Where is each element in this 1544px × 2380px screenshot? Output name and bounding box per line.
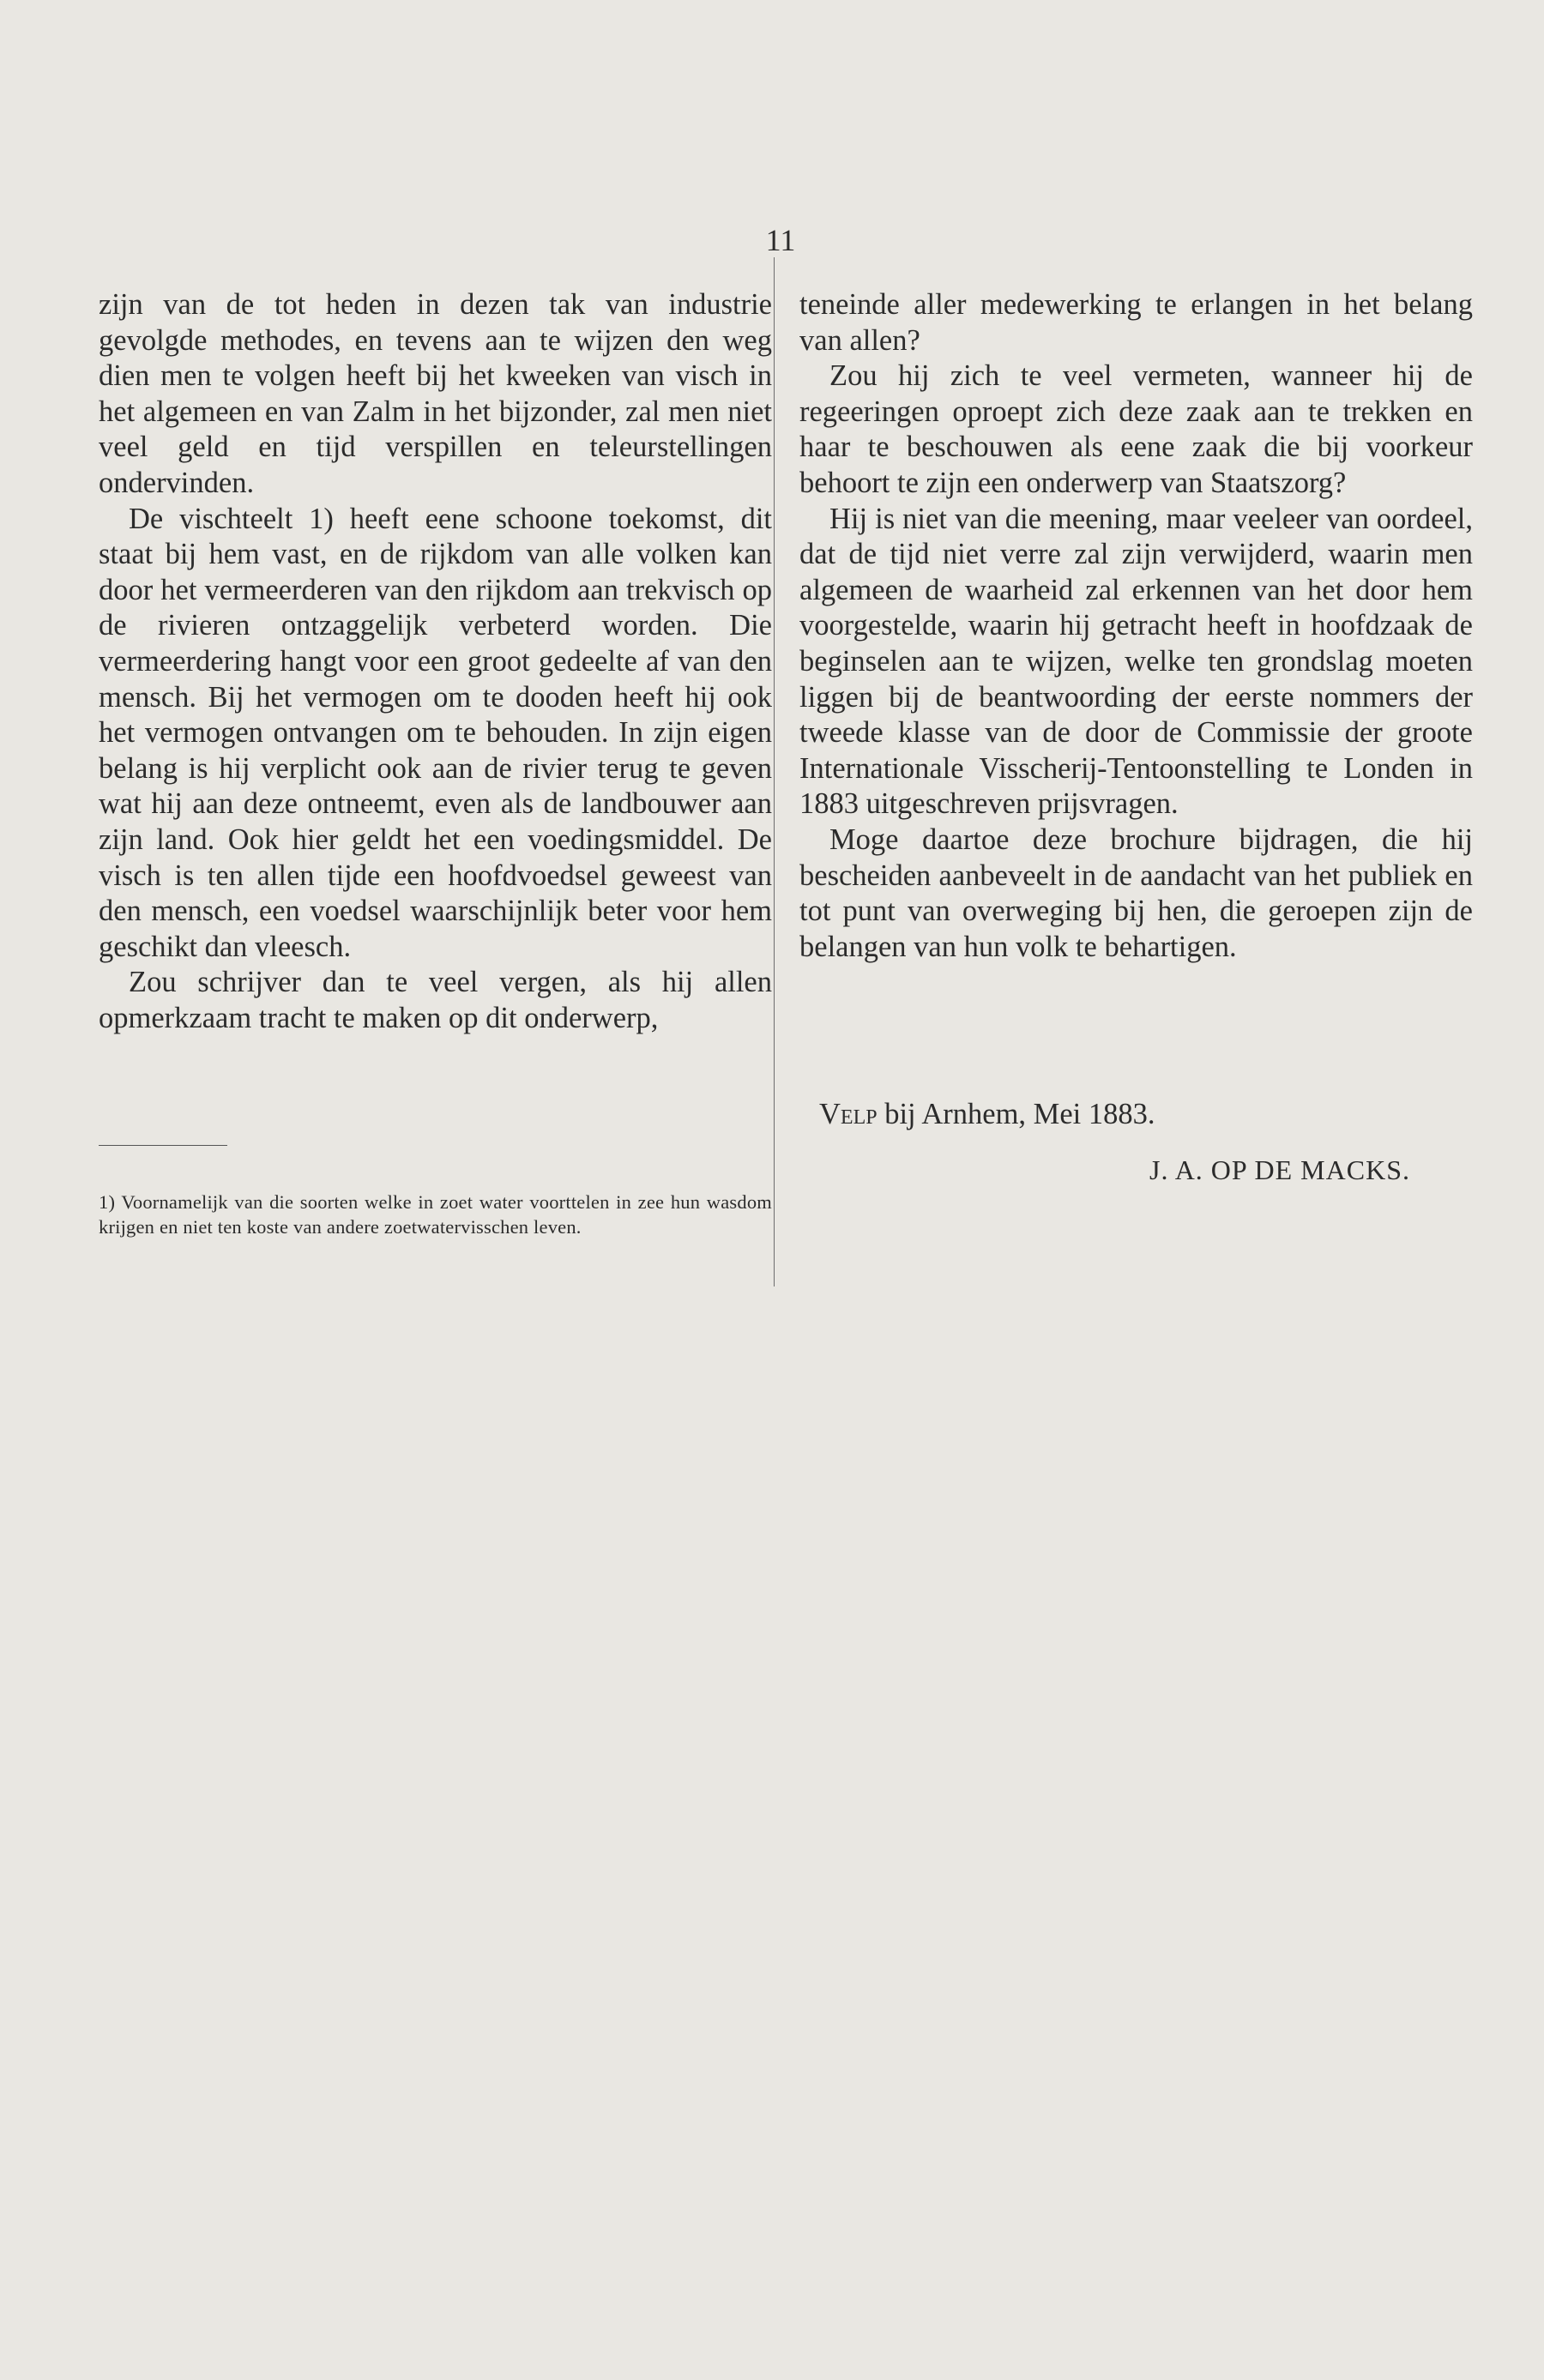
right-paragraph-4: Moge daartoe deze brochure bijdragen, die hij bescheiden aanbeveelt in de aandacht van het publiek en tot punt van overweging bij hen, die geroepen zijn de belangen van hun volk te behartigen. [799,822,1473,963]
left-paragraph-2: De vischteelt 1) heeft eene schoone toekomst, dit staat bij hem vast, en de rijkdom van alle volken kan door het vermeerderen van den rijkdom aan trekvisch op de rivieren ontzaggelijk verbeterd worden. Die vermeerdering hangt voor een groot gedeelte af van den mensch. Bij het vermogen om te dooden heeft hij ook het vermogen ontvangen om te behouden. In zijn eigen belang is hij verplicht ook aan de rivier terug te geven wat hij aan deze ontneemt, even als de landbouwer aan zijn land. Ook hier geldt het een voedingsmiddel. De visch is ten allen tijde een hoofdvoedsel geweest van den mensch, een voedsel waarschijnlijk beter voor hem geschikt dan vleesch. [99,502,772,963]
right-paragraph-3: Hij is niet van die meening, maar veeleer van oordeel, dat de tijd niet verre zal zijn verwijderd, waarin men algemeen de waarheid zal erkennen van het door hem voorgestelde, waarin hij getracht heeft in hoofdzaak de beginselen aan te wijzen, welke ten grondslag moeten liggen bij de beantwoording der eerste nommers der tweede klasse van de door de Commissie der groote Internationale Visscherij-Tentoonstelling te Londen in 1883 uitgeschreven prijsvragen. [799,502,1473,821]
right-column [799,287,1473,965]
signoff-place-date [819,1098,1155,1131]
author-signature: J. A. OP DE MACKS. [1149,1154,1410,1185]
page-number: 11 [765,223,796,257]
right-paragraph-2: Zou hij zich te veel vermeten, wanneer hij de regeeringen oproept zich deze zaak aan te trekken en haar te beschouwen als eene zaak die bij voorkeur behoort te zijn een onderwerp van Staatszorg? [799,359,1473,499]
right-paragraph-1: teneinde aller medewerking te erlangen in het belang van allen? [799,288,1473,357]
signoff-place-name: Velp [819,1098,878,1130]
column-divider [774,257,775,1286]
signoff-place-rest: bij Arnhem, Mei 1883. [884,1098,1155,1130]
footnote-text: 1) Voornamelijk van die soorten welke in zoet water voorttelen in zee hun wasdom krijgen en niet ten koste van andere zoetwatervisschen leven. [99,1191,772,1238]
footnote [99,1190,772,1239]
left-paragraph-1: zijn van de tot heden in dezen tak van industrie gevolgde methodes, en tevens aan te wijzen den weg dien men te volgen heeft bij het kweeken van visch in het algemeen en van Zalm in het bijzonder, zal men niet veel geld en tijd verspillen en teleurstellingen ondervinden. [99,288,772,499]
footnote-rule [99,1145,227,1146]
left-paragraph-3: Zou schrijver dan te veel vergen, als hij allen opmerkzaam tracht te maken op dit onderwerp, [99,966,772,1034]
left-column [99,287,772,1036]
